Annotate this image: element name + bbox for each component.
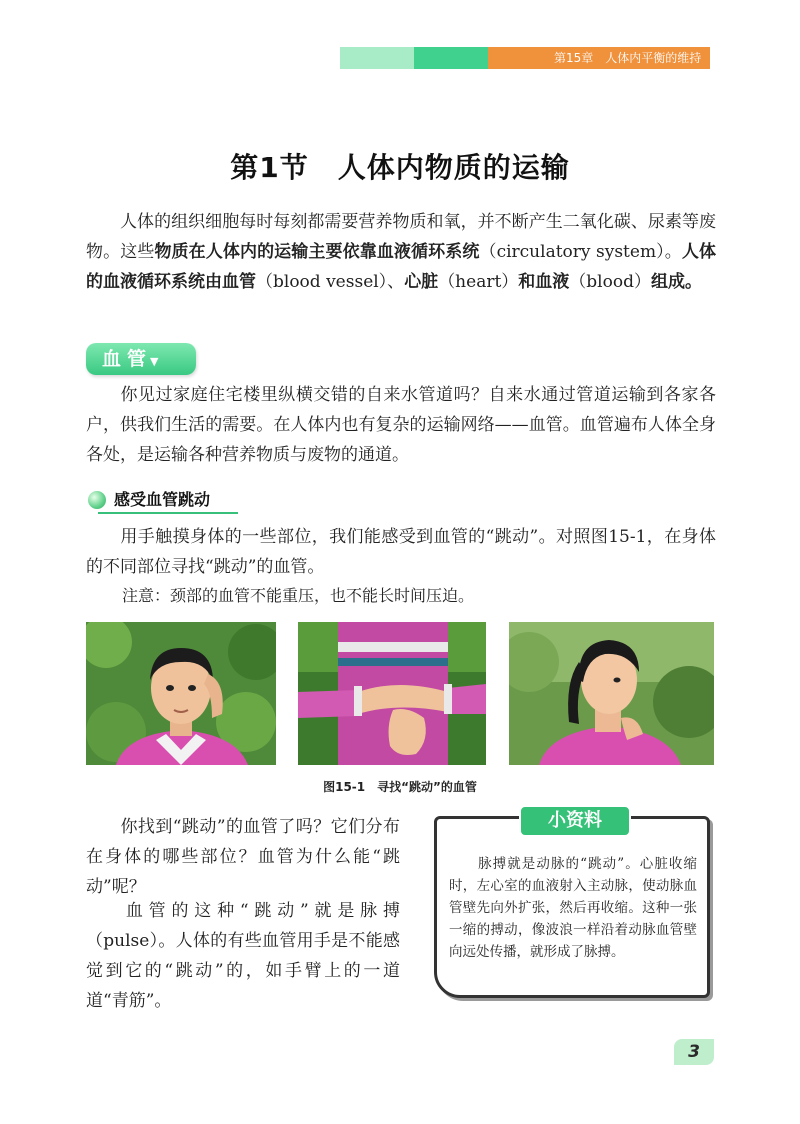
info-box-body bbox=[449, 853, 697, 963]
subsection-label: 血管 bbox=[102, 348, 153, 370]
figure-caption: 图15-1 寻找“跳动”的血管 bbox=[323, 780, 477, 794]
section-title: 第1节 人体内物质的运输 bbox=[230, 151, 570, 184]
header-bar-light-green bbox=[340, 47, 414, 69]
activity-underline bbox=[98, 512, 238, 514]
subsection-badge bbox=[86, 343, 196, 375]
activity-heading bbox=[88, 488, 238, 514]
intro-bold-2: 人体的血液循环系统由血管 bbox=[86, 242, 717, 292]
header-bar-green bbox=[414, 47, 488, 69]
info-box-text: 脉搏就是动脉的“跳动”。心脏收缩时，左心室的血液射入主动脉，使动脉血管壁先向外扩张，然后再收缩。这种一张一缩的搏动，像波浪一样沿着动脉血管壁向远处传播，就形成了脉搏。 bbox=[449, 856, 697, 960]
intro-bold-3: 心脏 bbox=[404, 272, 439, 292]
triangle-down-icon: ▼ bbox=[150, 355, 159, 368]
intro-bold-5: 组成。 bbox=[650, 272, 702, 292]
intro-text-5: （blood） bbox=[569, 272, 651, 292]
chapter-header-label: 第15章 人体内平衡的维持 bbox=[488, 47, 710, 69]
pulse-paragraph bbox=[86, 896, 400, 1016]
activity-note: 注意：颈部的血管不能重压，也不能长时间压迫。 bbox=[122, 586, 475, 605]
question-text: 你找到“跳动”的血管了吗？它们分布在身体的哪些部位？血管为什么能“跳动”呢？ bbox=[86, 817, 400, 897]
intro-paragraph bbox=[86, 207, 716, 297]
activity-paragraph bbox=[86, 522, 716, 582]
page-number: 3 bbox=[674, 1039, 714, 1065]
intro-text-4: （heart） bbox=[438, 272, 519, 292]
pulse-text: 血管的这种“跳动”就是脉搏（pulse）。人体的有些血管用手是不能感觉到它的“跳动”的，如手臂上的一道道“青筋”。 bbox=[86, 901, 400, 1011]
info-box-title: 小资料 bbox=[519, 805, 631, 837]
vessel-paragraph-text: 你见过家庭住宅楼里纵横交错的自来水管道吗？自来水通过管道运输到各家各户，供我们生活的需要。在人体内也有复杂的运输网络——血管。血管遍布人体全身各处，是运输各种营养物质与废物的通道。 bbox=[86, 385, 716, 465]
intro-text-2: （circulatory system）。 bbox=[479, 242, 682, 262]
activity-title: 感受血管跳动 bbox=[114, 490, 211, 509]
vessel-paragraph bbox=[86, 380, 716, 470]
question-paragraph bbox=[86, 812, 400, 902]
photo-girl-neck bbox=[509, 622, 714, 765]
intro-bold-1: 物质在人体内的运输主要依靠血液循环系统 bbox=[154, 242, 480, 262]
info-box bbox=[434, 810, 710, 998]
chapter-header bbox=[340, 47, 710, 69]
photo-boy-temple bbox=[86, 622, 276, 765]
activity-text: 用手触摸身体的一些部位，我们能感受到血管的“跳动”。对照图15-1，在身体的不同部位寻找“跳动”的血管。 bbox=[86, 527, 716, 577]
intro-text-3: （blood vessel）、 bbox=[256, 272, 405, 292]
bullet-circle-icon bbox=[88, 491, 106, 509]
intro-bold-4: 和血液 bbox=[518, 272, 570, 292]
photo-wrist bbox=[298, 622, 486, 765]
intro-text-1: 人体的组织细胞每时每刻都需要营养物质和氧，并不断产生二氧化碳、尿素等废物。这些 bbox=[86, 212, 716, 262]
